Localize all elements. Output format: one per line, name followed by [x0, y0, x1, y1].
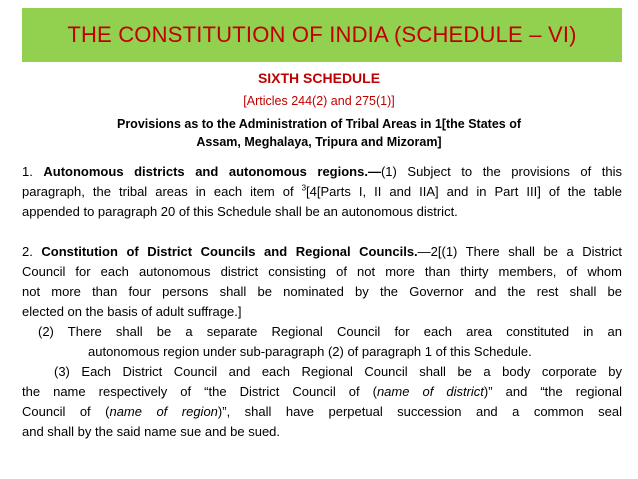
subpara3-line2 — [22, 382, 622, 402]
para1-line2 — [22, 182, 622, 202]
title-banner — [22, 8, 622, 62]
subpara3-line3-a: Council of ( — [22, 404, 110, 419]
subpara3-line2-b: )” and “the regional — [483, 384, 622, 399]
para1-number: 1. — [22, 164, 44, 179]
subpara3-line3-b: )”, shall have perpetual succession and a common seal — [217, 404, 622, 419]
para1-line2-text-b: [4[Parts I, II and IIA] and in Part III] of the table — [306, 184, 622, 199]
subpara3-line2-italic: name of district — [376, 384, 484, 399]
footnote-ref: 3 — [301, 183, 307, 193]
banner-title: THE CONSTITUTION OF INDIA (SCHEDULE – VI) — [67, 22, 577, 47]
schedule-title: SIXTH SCHEDULE — [257, 70, 381, 86]
paragraph-1 — [22, 162, 622, 222]
paragraph-2 — [22, 242, 622, 442]
para2-line1-text: —2[(1) There shall be a District — [417, 244, 622, 259]
para2-line3: not more than four persons shall be nominated by the Governor and the rest shall be — [22, 284, 622, 299]
para1-line2-text-a: paragraph, the tribal areas in each item of — [22, 184, 302, 199]
subpara3-line3 — [22, 402, 622, 422]
schedule-provisions-line2: Assam, Meghalaya, Tripura and Mizoram] — [196, 135, 442, 149]
subpara3-line1: (3) Each District Council and each Regional Council shall be a body corporate by — [54, 364, 622, 379]
schedule-articles: [Articles 244(2) and 275(1)] — [243, 94, 395, 108]
para2-line2: Council for each autonomous district consisting of not more than thirty members, of whom — [22, 264, 622, 279]
para2-heading: Constitution of District Councils and Regional Councils. — [41, 244, 418, 259]
subpara3-line4: and shall by the said name sue and be sued. — [22, 424, 281, 439]
para1-heading: Autonomous districts and autonomous regions.— — [43, 164, 381, 179]
para2-line1 — [22, 242, 622, 262]
schedule-provisions-line1: Provisions as to the Administration of Tribal Areas in 1[the States of — [116, 117, 521, 131]
subpara3-line3-italic: name of region — [109, 404, 218, 419]
para2-number: 2. — [22, 244, 42, 259]
subpara2-line2: autonomous region under sub-paragraph (2) of paragraph 1 of this Schedule. — [88, 344, 532, 359]
para2-line4: elected on the basis of adult suffrage.] — [22, 304, 242, 319]
subpara2-line1: (2) There shall be a separate Regional Council for each area constituted in an — [38, 324, 622, 339]
para1-line1-text: (1) Subject to the provisions of this — [380, 164, 622, 179]
para1-line1 — [22, 162, 622, 182]
para1-line3: appended to paragraph 20 of this Schedule shall be an autonomous district. — [22, 204, 458, 219]
subpara3-line2-a: the name respectively of “the District Council of ( — [22, 384, 377, 399]
